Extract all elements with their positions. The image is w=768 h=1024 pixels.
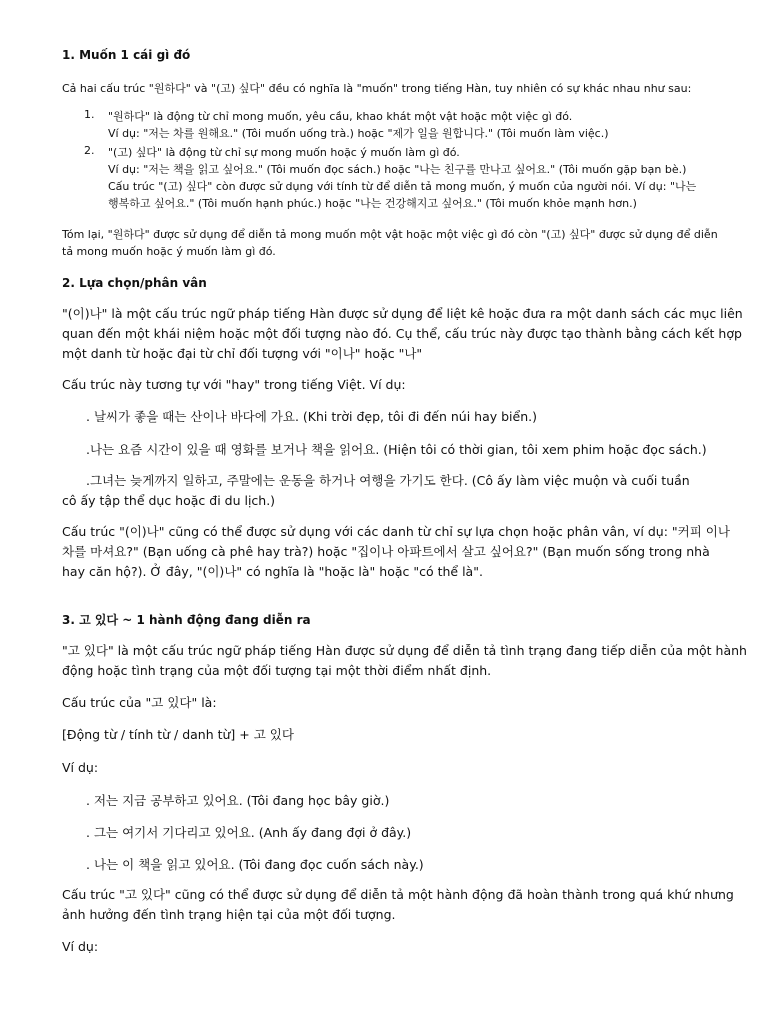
section-3-formula: [Động từ / tính từ / danh từ] + 고 있다 <box>62 727 294 742</box>
list-item-2-line-1: "(고) 싶다" là động từ chỉ sự mong muốn hoặc ý muốn làm gì đó. <box>108 146 460 159</box>
list-item-2-line-4: 행복하고 싶어요." (Tôi muốn hạnh phúc.) hoặc "나는 건강해지고 싶어요." (Tôi muốn khỏe mạnh hơn.) <box>108 197 637 210</box>
list-item-1-line-2: Ví dụ: "저는 차를 원해요." (Tôi muốn uống trà.) hoặc "제가 일을 원합니다." (Tôi muốn làm việc.) <box>108 127 609 140</box>
section-3-para-3-line-1: Cấu trúc "고 있다" cũng có thể được sử dụng để diễn tả một hành động đã hoàn thành trong quá khứ nhưng <box>62 887 734 902</box>
list-item-2-line-2: Ví dụ: "저는 책을 읽고 싶어요." (Tôi muốn đọc sách.) hoặc "나는 친구를 만나고 싶어요." (Tôi muốn gặp bạn bè.) <box>108 163 687 176</box>
section-3-example-label-2: Ví dụ: <box>62 939 99 954</box>
section-1-summary-line-2: tả mong muốn hoặc ý muốn làm gì đó. <box>62 245 276 258</box>
section-3-para-2: Cấu trúc của "고 있다" là: <box>62 695 217 710</box>
section-2-para-3-line-2: 차를 마셔요?" (Bạn uống cà phê hay trà?) hoặc "집이나 아파트에서 살고 싶어요?" (Bạn muốn sống trong nhà <box>62 544 710 559</box>
section-1-summary-line-1: Tóm lại, "원하다" được sử dụng để diễn tả mong muốn một vật hoặc một việc gì đó còn "(고) 싶다" được sử dụng để diễn <box>62 228 718 241</box>
section-3-para-3-line-2: ảnh hưởng đến tình trạng hiện tại của một đối tượng. <box>62 907 396 922</box>
section-3-heading: 3. 고 있다 ~ 1 hành động đang diễn ra <box>62 613 311 627</box>
section-2-example-3-line-1: .그녀는 늦게까지 일하고, 주말에는 운동을 하거나 여행을 가기도 한다. (Cô ấy làm việc muộn và cuối tuần <box>86 473 690 488</box>
section-3-example-label-1: Ví dụ: <box>62 760 99 775</box>
section-3-para-1-line-2: động hoặc tình trạng của một đối tượng tại một thời điểm nhất định. <box>62 663 492 678</box>
section-1-intro: Cả hai cấu trúc "원하다" và "(고) 싶다" đều có nghĩa là "muốn" trong tiếng Hàn, tuy nhiên có sự khác nhau như sau: <box>62 82 692 95</box>
section-2-para-1-line-1: "(이)나" là một cấu trúc ngữ pháp tiếng Hàn được sử dụng để liệt kê hoặc đưa ra một danh sách các mục liên <box>62 306 743 321</box>
section-2-example-2: .나는 요즘 시간이 있을 때 영화를 보거나 책을 읽어요. (Hiện tôi có thời gian, tôi xem phim hoặc đọc sách.) <box>86 442 707 457</box>
section-3-para-1-line-1: "고 있다" là một cấu trúc ngữ pháp tiếng Hàn được sử dụng để diễn tả tình trạng đang tiếp diễn của một hành <box>62 643 747 658</box>
section-2-example-3-line-2: cô ấy tập thể dục hoặc đi du lịch.) <box>62 493 276 508</box>
section-2-para-3-line-3: hay căn hộ?). Ở đây, "(이)나" có nghĩa là "hoặc là" hoặc "có thể là". <box>62 564 483 579</box>
section-2-para-1-line-2: quan đến một khái niệm hoặc một đối tượng nào đó. Cụ thể, cấu trúc này được tạo thành bằng cách kết hợp <box>62 326 742 341</box>
list-number-2: 2. <box>84 144 95 157</box>
section-3-example-1: . 저는 지금 공부하고 있어요. (Tôi đang học bây giờ.) <box>86 793 390 808</box>
section-2-para-3-line-1: Cấu trúc "(이)나" cũng có thể được sử dụng với các danh từ chỉ sự lựa chọn hoặc phân vân, ví dụ: "커피 이나 <box>62 524 730 539</box>
section-3-example-3: . 나는 이 책을 읽고 있어요. (Tôi đang đọc cuốn sách này.) <box>86 857 424 872</box>
section-2-heading: 2. Lựa chọn/phân vân <box>62 276 207 290</box>
section-2-para-2: Cấu trúc này tương tự với "hay" trong tiếng Việt. Ví dụ: <box>62 377 406 392</box>
section-1-heading: 1. Muốn 1 cái gì đó <box>62 48 191 62</box>
list-item-1-line-1: "원하다" là động từ chỉ mong muốn, yêu cầu, khao khát một vật hoặc một việc gì đó. <box>108 110 573 123</box>
section-2-para-1-line-3: một danh từ hoặc đại từ chỉ đối tượng với "이나" hoặc "나" <box>62 346 423 361</box>
list-item-2-line-3: Cấu trúc "(고) 싶다" còn được sử dụng với tính từ để diễn tả mong muốn, ý muốn của người nói. Ví dụ: "나는 <box>108 180 697 193</box>
section-3-example-2: . 그는 여기서 기다리고 있어요. (Anh ấy đang đợi ở đây.) <box>86 825 412 840</box>
list-number-1: 1. <box>84 108 95 121</box>
section-2-example-1: . 날씨가 좋을 때는 산이나 바다에 가요. (Khi trời đẹp, tôi đi đến núi hay biển.) <box>86 409 537 424</box>
